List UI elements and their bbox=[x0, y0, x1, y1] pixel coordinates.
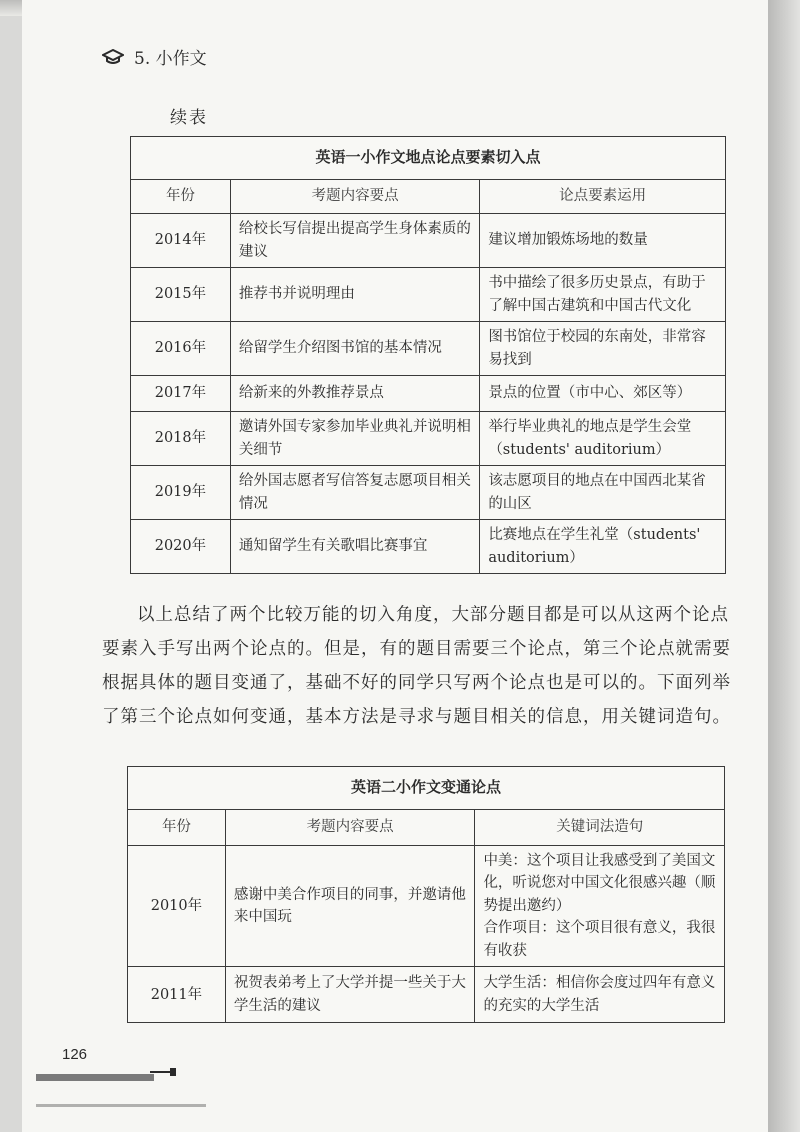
table-row bbox=[131, 268, 726, 322]
table-english1-location-points bbox=[130, 136, 726, 574]
section-title: 5. 小作文 bbox=[134, 49, 207, 69]
content-cell: 邀请外国专家参加毕业典礼并说明相关细节 bbox=[230, 412, 479, 466]
year-cell: 2019年 bbox=[131, 466, 231, 520]
usage-cell: 该志愿项目的地点在中国西北某省的山区 bbox=[480, 466, 726, 520]
year-cell: 2020年 bbox=[131, 520, 231, 574]
section-header bbox=[102, 44, 207, 69]
footer-bar bbox=[36, 1074, 154, 1081]
usage-cell: 图书馆位于校园的东南处，非常容易找到 bbox=[480, 322, 726, 376]
content-cell: 给留学生介绍图书馆的基本情况 bbox=[230, 322, 479, 376]
content-cell: 给外国志愿者写信答复志愿项目相关情况 bbox=[230, 466, 479, 520]
footer-marker bbox=[170, 1068, 176, 1076]
content-cell: 感谢中美合作项目的同事，并邀请他来中国玩 bbox=[225, 846, 475, 967]
content-cell: 推荐书并说明理由 bbox=[230, 268, 479, 322]
year-cell: 2010年 bbox=[128, 846, 226, 967]
keyword-cell: 中美：这个项目让我感受到了美国文化，听说您对中国文化很感兴趣（顺势提出邀约） 合作项目：这个项目很有意义，我很有收获 bbox=[475, 846, 725, 967]
content-cell: 给新来的外教推荐景点 bbox=[230, 376, 479, 412]
usage-cell: 举行毕业典礼的地点是学生会堂（students' auditorium） bbox=[480, 412, 726, 466]
body-paragraph: 以上总结了两个比较万能的切入角度，大部分题目都是可以从这两个论点要素入手写出两个论点的。但是，有的题目需要三个论点，第三个论点就需要根据具体的题目变通了，基础不好的同学只写两个论点也是可以的。下面列举了第三个论点如何变通，基本方法是寻求与题目相关的信息，用关键词造句。 bbox=[102, 605, 731, 727]
table-row bbox=[128, 846, 725, 967]
usage-cell: 书中描绘了很多历史景点，有助于了解中国古建筑和中国古代文化 bbox=[480, 268, 726, 322]
table-row bbox=[131, 520, 726, 574]
table-row bbox=[131, 376, 726, 412]
page-edge-shadow bbox=[768, 0, 800, 1132]
table-title: 英语一小作文地点论点要素切入点 bbox=[131, 137, 726, 180]
footer-rule bbox=[36, 1104, 206, 1107]
table-title: 英语二小作文变通论点 bbox=[128, 767, 725, 810]
year-cell: 2014年 bbox=[131, 214, 231, 268]
graduation-cap-icon bbox=[102, 49, 124, 65]
content-cell: 给校长写信提出提高学生身体素质的建议 bbox=[230, 214, 479, 268]
footer-line bbox=[150, 1071, 172, 1073]
column-header-usage: 论点要素运用 bbox=[480, 180, 726, 214]
column-header-keyword: 关键词法造句 bbox=[475, 810, 725, 846]
year-cell: 2017年 bbox=[131, 376, 231, 412]
table-row bbox=[131, 322, 726, 376]
table-row bbox=[131, 412, 726, 466]
content-cell: 祝贺表弟考上了大学并提一些关于大学生活的建议 bbox=[225, 967, 475, 1023]
usage-cell: 比赛地点在学生礼堂（students' auditorium） bbox=[480, 520, 726, 574]
year-cell: 2015年 bbox=[131, 268, 231, 322]
content-cell: 通知留学生有关歌唱比赛事宜 bbox=[230, 520, 479, 574]
year-cell: 2011年 bbox=[128, 967, 226, 1023]
usage-cell: 建议增加锻炼场地的数量 bbox=[480, 214, 726, 268]
page-number: 126 bbox=[62, 1046, 88, 1063]
column-header-content: 考题内容要点 bbox=[230, 180, 479, 214]
usage-cell: 景点的位置（市中心、郊区等） bbox=[480, 376, 726, 412]
table-row bbox=[131, 466, 726, 520]
continued-label: 续表 bbox=[170, 108, 208, 128]
year-cell: 2016年 bbox=[131, 322, 231, 376]
table-english2-flexible-points bbox=[127, 766, 725, 1023]
column-header-content: 考题内容要点 bbox=[225, 810, 475, 846]
table-row bbox=[131, 214, 726, 268]
column-header-year: 年份 bbox=[131, 180, 231, 214]
table-row bbox=[128, 967, 725, 1023]
keyword-cell: 大学生活：相信你会度过四年有意义的充实的大学生活 bbox=[475, 967, 725, 1023]
column-header-year: 年份 bbox=[128, 810, 226, 846]
year-cell: 2018年 bbox=[131, 412, 231, 466]
